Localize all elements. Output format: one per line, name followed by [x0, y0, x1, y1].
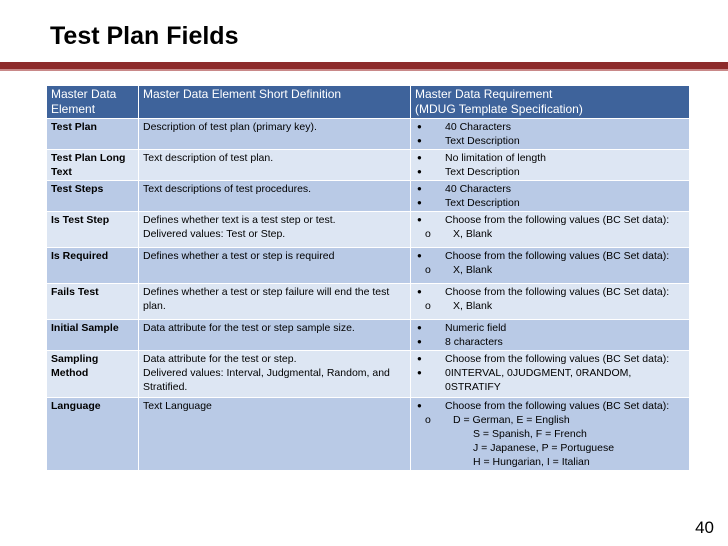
requirement-sub-item: o X, Blank: [425, 228, 493, 240]
row-definition: Text descriptions of test procedures.: [139, 181, 411, 212]
row-requirement: [411, 119, 690, 150]
requirement-bullet: ● 8 characters: [415, 335, 685, 349]
row-requirement: [411, 181, 690, 212]
requirement-sub-item: o X, Blank: [425, 264, 493, 276]
row-definition: Data attribute for the test or step sample size.: [139, 320, 411, 351]
row-definition: [139, 212, 411, 248]
row-element: Test Plan: [47, 119, 139, 150]
table-row: [47, 150, 690, 181]
definition-line: Delivered values: Test or Step.: [143, 228, 286, 240]
row-requirement: [411, 150, 690, 181]
row-requirement: [411, 212, 690, 248]
circle-bullet-icon: o: [425, 414, 431, 426]
row-requirement: [411, 284, 690, 320]
table-row: [47, 320, 690, 351]
table-row: [47, 351, 690, 398]
requirement-continuation: H = Hungarian, I = Italian: [473, 456, 590, 468]
requirement-bullet: ● 40 Characters: [415, 120, 685, 134]
row-requirement: [411, 248, 690, 284]
header-element: Master Data Element: [47, 86, 139, 119]
circle-bullet-icon: o: [425, 300, 431, 312]
table-header-row: [47, 86, 690, 119]
row-element: Language: [47, 398, 139, 471]
row-definition: Defines whether a test or step is required: [139, 248, 411, 284]
row-element: Sampling Method: [47, 351, 139, 398]
table-row: [47, 398, 690, 471]
header-definition: Master Data Element Short Definition: [139, 86, 411, 119]
requirement-bullet: ● Text Description: [415, 196, 685, 210]
row-element: Initial Sample: [47, 320, 139, 351]
requirement-continuation: J = Japanese, P = Portuguese: [473, 442, 615, 454]
row-requirement: [411, 351, 690, 398]
requirement-bullet: ● Choose from the following values (BC Set data):: [415, 213, 685, 227]
page-title: Test Plan Fields: [50, 22, 239, 50]
requirement-bullet: ● 0INTERVAL, 0JUDGMENT, 0RANDOM, 0STRATIFY: [415, 366, 685, 394]
table-row: [47, 212, 690, 248]
row-definition: Defines whether a test or step failure will end the test plan.: [139, 284, 411, 320]
requirement-bullet: ● Choose from the following values (BC Set data):: [415, 249, 685, 263]
requirement-bullet: ● Text Description: [415, 134, 685, 148]
requirement-bullet: ● Choose from the following values (BC Set data):: [415, 399, 685, 413]
row-requirement: [411, 320, 690, 351]
definition-line: Data attribute for the test or step.: [143, 353, 297, 365]
title-divider-accent: [0, 69, 728, 71]
row-element: Is Required: [47, 248, 139, 284]
definition-line: Delivered values: Interval, Judgmental, Random, and Stratified.: [143, 367, 390, 393]
row-definition: Description of test plan (primary key).: [139, 119, 411, 150]
requirement-sub-item: o X, Blank: [425, 300, 493, 312]
table-row: [47, 181, 690, 212]
circle-bullet-icon: o: [425, 264, 431, 276]
row-definition: Text description of test plan.: [139, 150, 411, 181]
row-element: Test Steps: [47, 181, 139, 212]
row-element: Fails Test: [47, 284, 139, 320]
requirement-bullet: ● Choose from the following values (BC Set data):: [415, 285, 685, 299]
title-divider: [0, 62, 728, 69]
row-element: Is Test Step: [47, 212, 139, 248]
row-element: Test Plan Long Text: [47, 150, 139, 181]
header-requirement-line2: (MDUG Template Specification): [415, 102, 583, 116]
requirement-sub-item: o D = German, E = English: [425, 414, 570, 426]
table-row: [47, 248, 690, 284]
requirement-bullet: ● 40 Characters: [415, 182, 685, 196]
row-definition: [139, 351, 411, 398]
test-plan-fields-table: [46, 85, 690, 471]
circle-bullet-icon: o: [425, 228, 431, 240]
page-number: 40: [695, 518, 714, 537]
requirement-bullet: ● Choose from the following values (BC Set data):: [415, 352, 685, 366]
requirement-bullet: ● No limitation of length: [415, 151, 685, 165]
header-requirement-line1: Master Data Requirement: [415, 87, 553, 101]
table-row: [47, 284, 690, 320]
requirement-bullet: ● Numeric field: [415, 321, 685, 335]
requirement-continuation: S = Spanish, F = French: [473, 428, 587, 440]
header-requirement: [411, 86, 690, 119]
table-row: [47, 119, 690, 150]
row-definition: Text Language: [139, 398, 411, 471]
row-requirement: [411, 398, 690, 471]
requirement-bullet: ● Text Description: [415, 165, 685, 179]
definition-line: Defines whether text is a test step or test.: [143, 214, 336, 226]
